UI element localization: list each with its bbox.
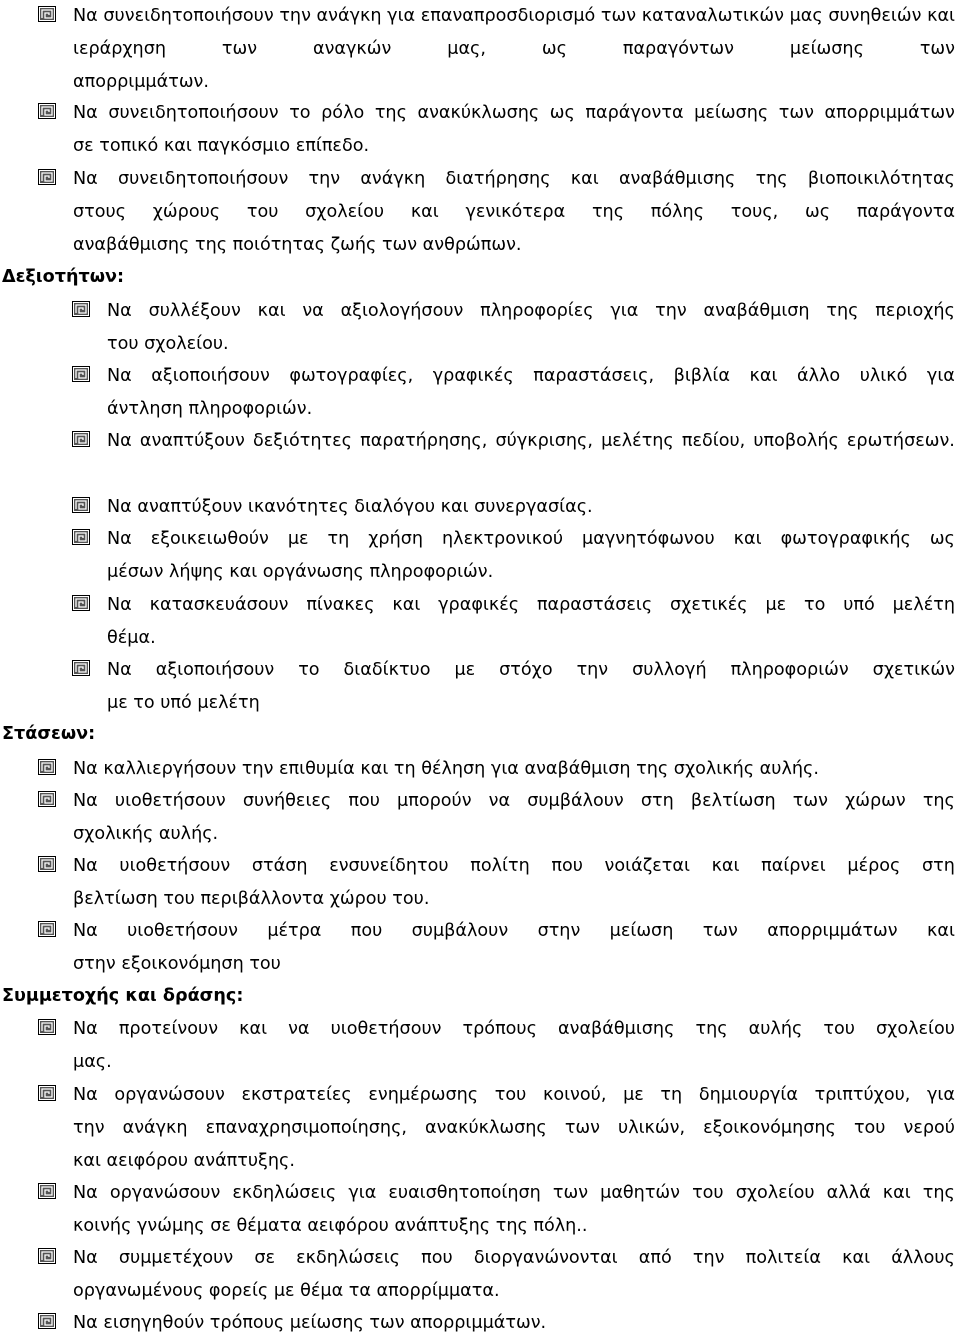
greek-key-bullet-icon — [38, 759, 56, 775]
greek-key-bullet-icon — [38, 856, 56, 872]
list-item-text: Να υιοθετήσουν στάση ενσυνείδητου πολίτη που νοιάζεται και παίρνει μέρος στη — [73, 856, 955, 876]
list-item-text: Να οργανώσουν εκστρατείες ενημέρωσης του κοινού, με τη δημιουργία τριπτύχου, για — [73, 1085, 955, 1105]
greek-key-bullet-icon — [72, 431, 90, 447]
list-item-text: Να προτείνουν και να υιοθετήσουν τρόπους αναβάθμισης της αυλής του σχολείου — [73, 1019, 955, 1039]
list-item-text: Να εξοικειωθούν με τη χρήση ηλεκτρονικού μαγνητόφωνου και φωτογραφικής ως — [107, 529, 955, 549]
greek-key-bullet-icon — [72, 529, 90, 545]
section-heading: Συμμετοχής και δράσης: — [2, 986, 244, 1006]
greek-key-bullet-icon — [72, 366, 90, 382]
greek-key-bullet-icon — [38, 103, 56, 119]
list-item-text: Να οργανώσουν εκδηλώσεις για ευαισθητοποίηση των μαθητών του σχολείου αλλά και της — [73, 1183, 955, 1203]
list-item-text: Να συνειδητοποιήσουν την ανάγκη για επαναπροσδιορισμό των καταναλωτικών μας συνηθειών και — [73, 6, 955, 26]
greek-key-bullet-icon — [38, 1183, 56, 1199]
greek-key-bullet-icon — [38, 1248, 56, 1264]
greek-key-bullet-icon — [38, 921, 56, 937]
list-item-text: Να καλλιεργήσουν την επιθυμία και τη θέληση για αναβάθμιση της σχολικής αυλής. — [73, 759, 819, 779]
section-heading: Στάσεων: — [2, 724, 96, 744]
greek-key-bullet-icon — [38, 6, 56, 22]
greek-key-bullet-icon — [38, 169, 56, 185]
greek-key-bullet-icon — [72, 595, 90, 611]
greek-key-bullet-icon — [72, 497, 90, 513]
greek-key-bullet-icon — [38, 1019, 56, 1035]
list-item-text: Να αξιοποιήσουν φωτογραφίες, γραφικές παραστάσεις, βιβλία και άλλο υλικό για — [107, 366, 955, 386]
list-item-text: Να αναπτύξουν δεξιότητες παρατήρησης, σύγκρισης, μελέτης πεδίου, υποβολής ερωτήσεων. — [107, 431, 955, 451]
list-item-text: Να συνειδητοποιήσουν την ανάγκη διατήρησης και αναβάθμισης της βιοποικιλότητας — [73, 169, 955, 189]
greek-key-bullet-icon — [38, 1085, 56, 1101]
greek-key-bullet-icon — [72, 660, 90, 676]
list-item-text: Να κατασκευάσουν πίνακες και γραφικές παραστάσεις σχετικές με το υπό μελέτη — [107, 595, 955, 615]
greek-key-bullet-icon — [38, 1313, 56, 1329]
list-item-text: Να συλλέξουν και να αξιολογήσουν πληροφορίες για την αναβάθμιση της περιοχής — [107, 301, 955, 321]
list-item-text: Να αναπτύξουν ικανότητες διαλόγου και συνεργασίας. — [107, 497, 593, 517]
list-item-text: Να εισηγηθούν τρόπους μείωσης των απορριμμάτων. — [73, 1313, 547, 1333]
greek-key-bullet-icon — [72, 301, 90, 317]
section-heading: Δεξιοτήτων: — [2, 267, 125, 287]
list-item-text: Να συμμετέχουν σε εκδηλώσεις που διοργανώνονται από την πολιτεία και άλλους — [73, 1248, 955, 1268]
list-item-text: Να υιοθετήσουν συνήθειες που μπορούν να συμβάλουν στη βελτίωση των χώρων της — [73, 791, 955, 811]
list-item-text: Να συνειδητοποιήσουν το ρόλο της ανακύκλωσης ως παράγοντα μείωσης των απορριμμάτων — [73, 103, 955, 123]
greek-key-bullet-icon — [38, 791, 56, 807]
list-item-text: Να υιοθετήσουν μέτρα που συμβάλουν στην μείωση των απορριμμάτων και — [73, 921, 955, 941]
list-item-text: Να αξιοποιήσουν το διαδίκτυο με στόχο την συλλογή πληροφοριών σχετικών — [107, 660, 955, 680]
